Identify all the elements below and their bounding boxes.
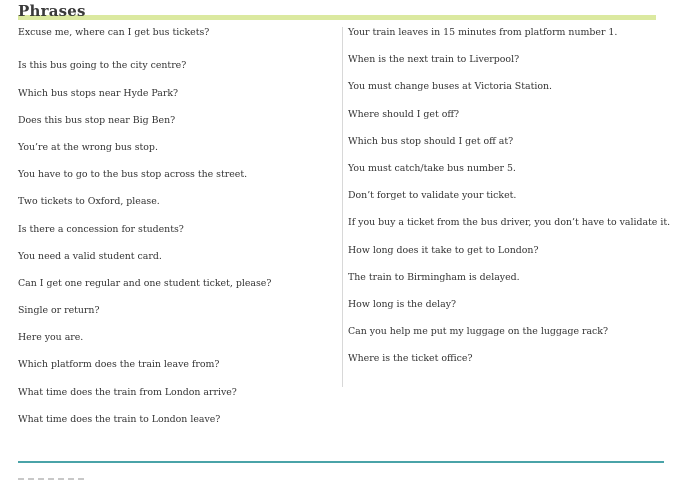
heading-highlight-bar xyxy=(18,15,656,20)
right-phrase-column xyxy=(348,26,671,379)
phrase-item: Which platform does the train leave from? xyxy=(18,359,220,371)
phrase-item: Which bus stop should I get off at? xyxy=(348,135,514,147)
phrase-item: Is this bus going to the city centre? xyxy=(18,60,187,72)
phrase-item: What time does the train from London arrive? xyxy=(18,386,237,398)
column-divider xyxy=(342,27,343,387)
phrase-item: Where should I get off? xyxy=(348,108,460,120)
phrase-item: Here you are. xyxy=(18,332,84,344)
footer-decoration xyxy=(18,465,98,468)
phrase-item: Which bus stops near Hyde Park? xyxy=(18,87,179,99)
section-header xyxy=(18,2,658,22)
phrase-item: How long is the delay? xyxy=(348,298,457,310)
phrase-item: If you buy a ticket from the bus driver, you don’t have to validate it. xyxy=(348,217,671,229)
phrase-item: You need a valid student card. xyxy=(18,250,162,262)
section-title: Phrases xyxy=(18,2,86,20)
footer-dash xyxy=(58,478,64,480)
phrase-item: When is the next train to Liverpool? xyxy=(348,54,520,66)
footer-dash xyxy=(78,478,84,480)
phrase-item: You must change buses at Victoria Station. xyxy=(348,81,553,93)
phrase-item: Two tickets to Oxford, please. xyxy=(18,196,160,208)
phrase-item: Is there a concession for students? xyxy=(18,223,184,235)
phrase-item: Does this bus stop near Big Ben? xyxy=(18,114,176,126)
phrase-item: Can I get one regular and one student ticket, please? xyxy=(18,277,272,289)
phrase-item: You’re at the wrong bus stop. xyxy=(18,141,158,153)
phrase-item: Single or return? xyxy=(18,305,100,317)
footer-dash xyxy=(48,478,54,480)
footer-dash xyxy=(68,478,74,480)
phrase-item: Where is the ticket office? xyxy=(348,353,473,365)
phrase-item: You have to go to the bus stop across the street. xyxy=(18,169,248,181)
phrase-item: Can you help me put my luggage on the luggage rack? xyxy=(348,326,609,338)
phrase-item: Excuse me, where can I get bus tickets? xyxy=(18,27,210,38)
phrase-item: Your train leaves in 15 minutes from platform number 1. xyxy=(348,27,618,38)
left-phrase-column xyxy=(18,26,328,440)
footer-dash xyxy=(18,478,24,480)
footer-dash xyxy=(38,478,44,480)
footer-rule xyxy=(18,461,664,463)
phrase-item: Don’t forget to validate your ticket. xyxy=(348,190,517,202)
phrase-item: How long does it take to get to London? xyxy=(348,244,539,256)
footer-dash xyxy=(28,478,34,480)
phrase-item: The train to Birmingham is delayed. xyxy=(348,271,520,283)
phrase-item: You must catch/take bus number 5. xyxy=(348,162,516,174)
phrase-item: What time does the train to London leave? xyxy=(18,413,221,425)
